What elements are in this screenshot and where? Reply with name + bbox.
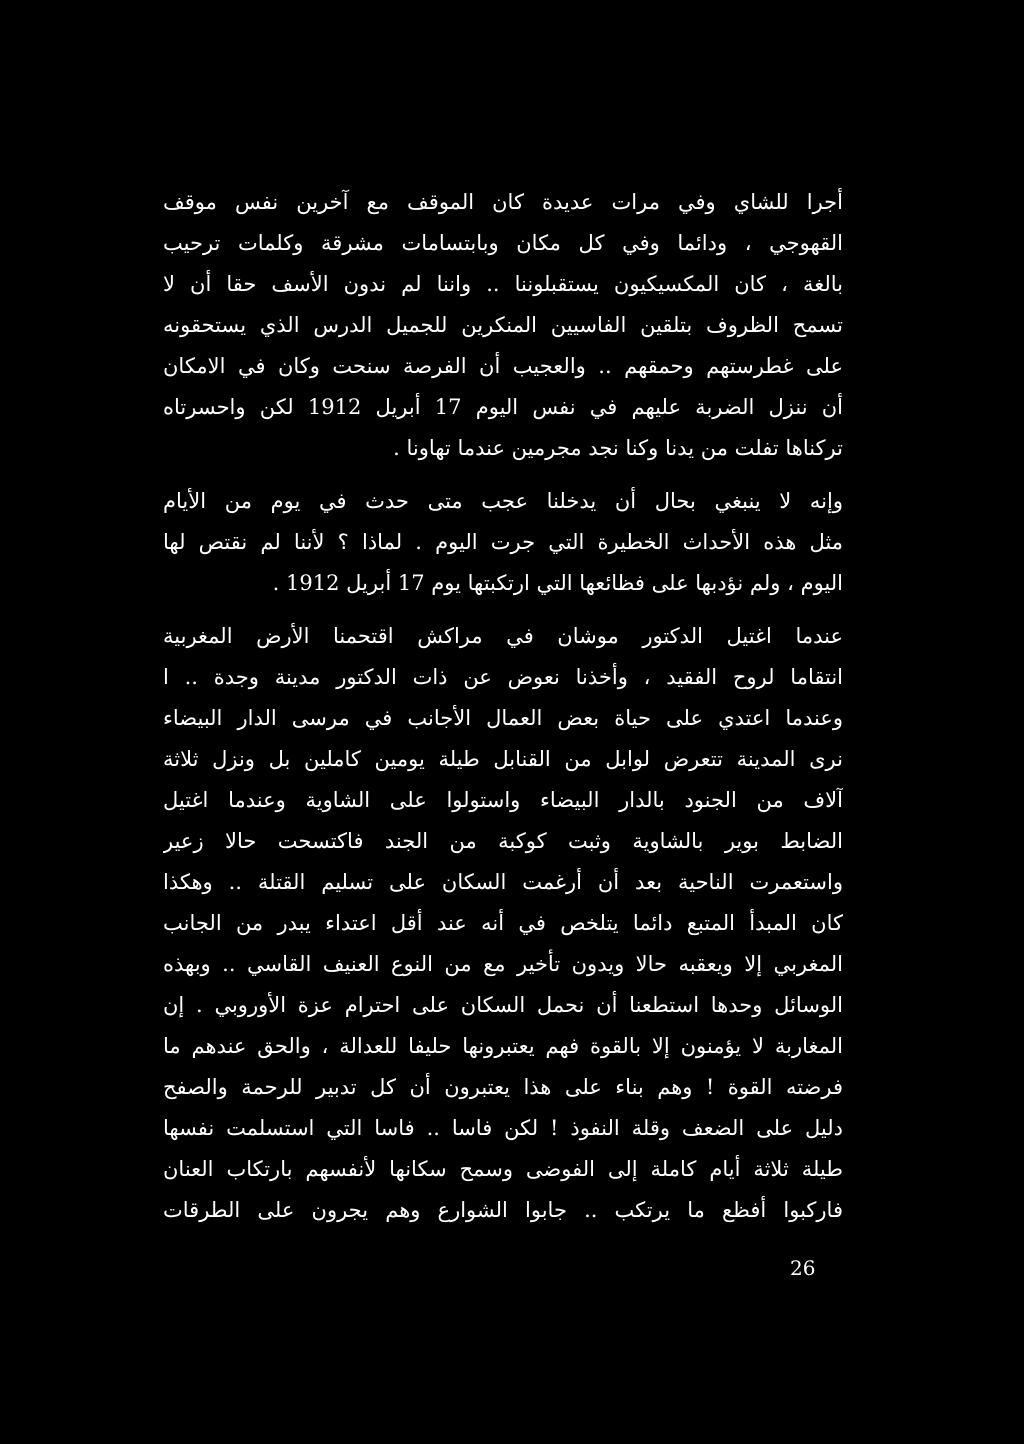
text-line: عندما اغتيل الدكتور موشان في مراكش اقتحمنا الأرض المغربية bbox=[163, 624, 843, 648]
text-line: فرضته القوة ! وهم بناء على هذا يعتبرون أن كل تدبير للرحمة والصفح bbox=[163, 1075, 843, 1099]
text-line: بالغة ، كان المكسيكيون يستقبلوننا .. واننا لم ندون الأسف حقا أن لا bbox=[163, 272, 843, 296]
text-line: طيلة ثلاثة أيام كاملة إلى الفوضى وسمح سكانها لأنفسهم بارتكاب العنان bbox=[163, 1157, 843, 1181]
text-line: المغربي إلا ويعقبه حالا ويدون تأخير مع من النوع العنيف القاسي .. وبهذه bbox=[163, 952, 843, 976]
paragraph-gap bbox=[163, 469, 843, 481]
text-line: أجرا للشاي وفي مرات عديدة كان الموقف مع آخرين نفس موقف bbox=[163, 190, 843, 214]
text-line: وعندما اعتدي على حياة بعض العمال الأجانب في مرسى الدار البيضاء bbox=[163, 706, 843, 730]
text-line: الوسائل وحدها استطعنا أن نحمل السكان على احترام عزة الأوروبي . إن bbox=[163, 993, 843, 1017]
text-line: الضابط بوير بالشاوية وثبت كوكبة من الجند فاكتسحت حالا زعير bbox=[163, 829, 843, 853]
text-line: وإنه لا ينبغي بحال أن يدخلنا عجب متى حدث في يوم من الأيام bbox=[163, 489, 843, 513]
paragraph-gap bbox=[163, 604, 843, 616]
text-line: مثل هذه الأحداث الخطيرة التي جرت اليوم . لماذا ؟ لأننا لم نقتص لها bbox=[163, 530, 843, 554]
text-line: فاركبوا أفظع ما يرتكب .. جابوا الشوارع وهم يجرون على الطرقات bbox=[163, 1198, 843, 1222]
text-line: انتقاما لروح الفقيد ، وأخذنا نعوض عن ذات الدكتور مدينة وجدة .. ا bbox=[163, 665, 843, 689]
paragraph bbox=[163, 616, 843, 1231]
paragraph bbox=[163, 481, 843, 604]
text-line: المغاربة لا يؤمنون إلا بالقوة فهم يعتبرونها حليفا للعدالة ، والحق عندهم ما bbox=[163, 1034, 843, 1058]
text-line: القهوجي ، ودائما وفي كل مكان وبابتسامات مشرقة وكلمات ترحيب bbox=[163, 231, 843, 255]
paragraph bbox=[163, 182, 843, 469]
text-line: أن ننزل الضربة عليهم في نفس اليوم 17 أبريل 1912 لكن واحسرتاه bbox=[163, 395, 843, 419]
body-text bbox=[163, 182, 843, 1231]
text-line: آلاف من الجنود بالدار البيضاء واستولوا على الشاوية وعندما اغتيل bbox=[163, 788, 843, 812]
page-number: 26 bbox=[790, 1256, 816, 1280]
text-line: تسمح الظروف بتلقين الفاسيين المنكرين للجميل الدرس الذي يستحقونه bbox=[163, 313, 843, 337]
text-line: اليوم ، ولم نؤدبها على فظائعها التي ارتكبتها يوم 17 أبريل 1912 . bbox=[272, 571, 843, 595]
text-line: على غطرستهم وحمقهم .. والعجيب أن الفرصة سنحت وكان في الامكان bbox=[163, 354, 843, 378]
text-line: تركناها تفلت من يدنا وكنا نجد مجرمين عندما تهاونا . bbox=[393, 436, 843, 460]
text-line: نرى المدينة تتعرض لوابل من القنابل طيلة يومين كاملين بل ونزل ثلاثة bbox=[163, 747, 843, 771]
text-line: كان المبدأ المتبع دائما يتلخص في أنه عند أقل اعتداء يبدر من الجانب bbox=[163, 911, 843, 935]
text-line: دليل على الضعف وقلة النفوذ ! لكن فاسا .. فاسا التي استسلمت نفسها bbox=[163, 1116, 843, 1140]
text-line: واستعمرت الناحية بعد أن أرغمت السكان على تسليم القتلة .. وهكذا bbox=[163, 870, 843, 894]
